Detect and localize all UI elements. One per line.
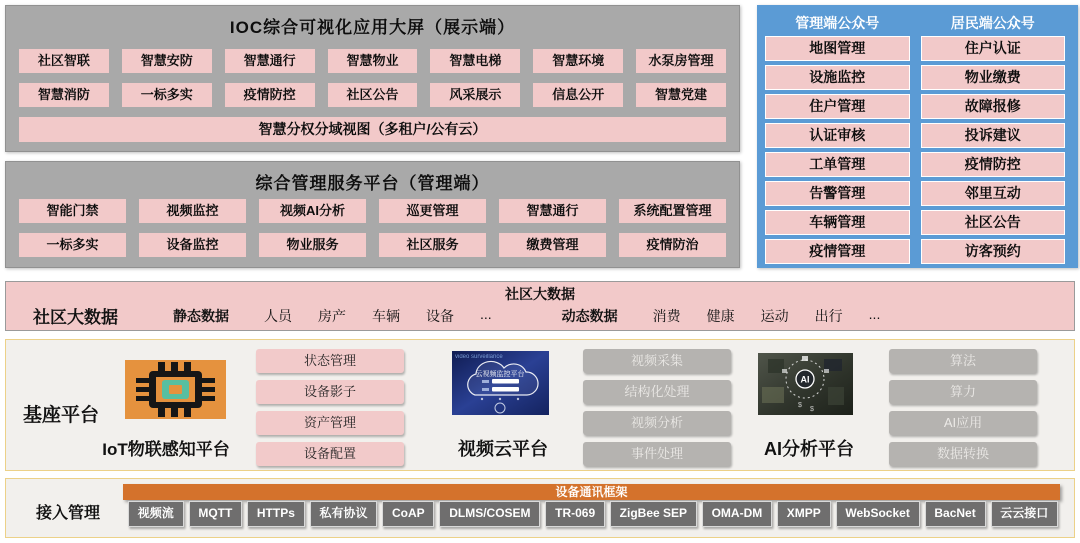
resident-feature-node: 投诉建议 [921,123,1066,148]
static-data-item: ... [480,305,492,322]
video-capability-list [583,349,731,466]
protocol-node: ZigBee SEP [610,501,697,527]
dynamic-data-label: 动态数据 [561,307,618,324]
bigdata-band [5,281,1075,331]
static-data-label: 静态数据 [173,307,229,324]
svg-text:$: $ [810,406,814,413]
ai-capability-list [889,349,1037,466]
ai-capability-node: 数据转换 [889,442,1037,466]
dynamic-data-item: 出行 [814,307,843,324]
ioc-display-panel [5,5,740,152]
iot-platform-label: IoT物联感知平台 [102,440,230,459]
device-comm-framework-bar: 设备通讯框架 [123,484,1060,500]
admin-feature-node: 车辆管理 [765,210,910,235]
static-data-item: 设备 [426,307,454,324]
mgmt-module-node: 设备监控 [139,233,246,257]
dynamic-data-item: ... [868,305,881,322]
bigdata-content-row [33,303,1064,328]
dynamic-data-item: 健康 [706,307,735,324]
admin-feature-node: 认证审核 [765,123,910,148]
ai-capability-node: AI应用 [889,411,1037,435]
resident-feature-node: 邻里互动 [921,181,1066,206]
ioc-app-node: 一标多实 [122,83,212,107]
ai-thumbnail [758,353,853,415]
video-cloud-thumbnail [452,351,549,415]
ioc-app-node: 智慧物业 [328,49,418,73]
video-platform-label: 视频云平台 [458,439,548,459]
protocol-node: CoAP [382,501,434,527]
protocol-node: 云云接口 [991,501,1059,527]
admin-feature-node: 地图管理 [765,36,910,61]
resident-feature-node: 疫情防控 [921,152,1066,177]
mgmt-module-node: 物业服务 [259,233,366,257]
admin-account-list [765,36,910,264]
mgmt-module-row-1 [19,199,726,223]
ioc-app-node: 信息公开 [533,83,623,107]
iot-capability-node: 状态管理 [256,349,404,373]
resident-feature-node: 物业缴费 [921,65,1066,90]
static-data-item: 人员 [264,307,292,324]
iot-capability-node: 设备配置 [256,442,404,466]
protocol-node: TR-069 [545,501,605,527]
admin-account-header: 管理端公众号 [795,15,880,31]
mgmt-module-node: 一标多实 [19,233,126,257]
bigdata-band-title: 社区大数据 [505,286,575,302]
admin-feature-node: 疫情管理 [765,239,910,264]
mgmt-module-node: 视频监控 [139,199,246,223]
mgmt-module-node: 智能门禁 [19,199,126,223]
resident-feature-node: 住户认证 [921,36,1066,61]
mgmt-module-node: 系统配置管理 [619,199,726,223]
protocol-list [128,501,1058,527]
ai-capability-node: 算法 [889,349,1037,373]
resident-account-header: 居民端公众号 [950,15,1035,31]
resident-feature-node: 社区公告 [921,210,1066,235]
ioc-app-node: 风采展示 [430,83,520,107]
admin-feature-node: 告警管理 [765,181,910,206]
dynamic-data-items [653,306,881,326]
mgmt-panel-title: 综合管理服务平台（管理端） [255,174,490,193]
mgmt-module-node: 智慧通行 [499,199,606,223]
iot-capability-list [256,349,404,466]
protocol-node: OMA-DM [702,501,772,527]
static-data-item: 房产 [318,307,346,324]
admin-account-column [765,11,910,262]
mgmt-module-node: 疫情防治 [619,233,726,257]
mgmt-module-row-2 [19,233,726,257]
ioc-app-node: 社区智联 [19,49,109,73]
video-capability-node: 视频分析 [583,411,731,435]
mgmt-module-node: 缴费管理 [499,233,606,257]
protocol-node: XMPP [777,501,831,527]
tenant-view-bar: 智慧分权分域视图（多租户/公有云） [19,117,726,142]
admin-feature-node: 工单管理 [765,152,910,177]
resident-feature-node: 故障报修 [921,94,1066,119]
protocol-node: HTTPs [247,501,305,527]
bigdata-left-label: 社区大数据 [33,308,118,327]
base-platform-label: 基座平台 [23,405,100,426]
resident-account-list [921,36,1066,264]
static-data-items [264,306,492,326]
ioc-app-node: 智慧电梯 [430,49,520,73]
dynamic-data-item: 运动 [760,307,789,324]
admin-feature-node: 住户管理 [765,94,910,119]
protocol-node: DLMS/COSEM [439,501,540,527]
access-management-section [5,478,1075,538]
base-platform-section [5,339,1075,471]
video-capability-node: 视频采集 [583,349,731,373]
ioc-app-node: 智慧党建 [636,83,726,107]
protocol-node: MQTT [189,501,243,527]
iot-capability-node: 设备影子 [256,380,404,404]
access-management-label: 接入管理 [36,505,101,522]
ioc-app-row-1 [19,49,726,73]
ioc-app-node: 社区公告 [328,83,418,107]
iot-chip-icon [125,360,226,419]
ioc-app-node: 智慧消防 [19,83,109,107]
protocol-node: WebSocket [836,501,920,527]
admin-feature-node: 设施监控 [765,65,910,90]
ai-capability-node: 算力 [889,380,1037,404]
resident-feature-node: 访客预约 [921,239,1066,264]
ioc-app-node: 智慧通行 [225,49,315,73]
svg-text:video surveillance: video surveillance [455,354,503,360]
protocol-node: 视频流 [128,501,184,527]
static-data-item: 车辆 [372,307,400,324]
management-platform-panel [5,161,740,268]
ioc-panel-title: IOC综合可视化应用大屏（展示端） [229,18,516,37]
mgmt-module-node: 巡更管理 [379,199,486,223]
wechat-accounts-panel [757,5,1078,268]
video-capability-node: 事件处理 [583,442,731,466]
ioc-app-node: 水泵房管理 [636,49,726,73]
ioc-app-node: 智慧安防 [122,49,212,73]
protocol-node: BacNet [925,501,986,527]
svg-text:云视频监控平台: 云视频监控平台 [475,371,525,378]
svg-text:AI: AI [800,374,810,385]
resident-account-column [921,11,1066,262]
mgmt-module-node: 视频AI分析 [259,199,366,223]
dynamic-data-item: 消费 [652,307,681,324]
ioc-app-row-2 [19,83,726,107]
iot-capability-node: 资产管理 [256,411,404,435]
ioc-app-node: 智慧环境 [533,49,623,73]
video-capability-node: 结构化处理 [583,380,731,404]
ioc-app-node: 疫情防控 [225,83,315,107]
svg-text:$: $ [798,402,802,409]
ai-platform-label: AI分析平台 [764,439,854,459]
mgmt-module-node: 社区服务 [379,233,486,257]
protocol-node: 私有协议 [310,501,378,527]
